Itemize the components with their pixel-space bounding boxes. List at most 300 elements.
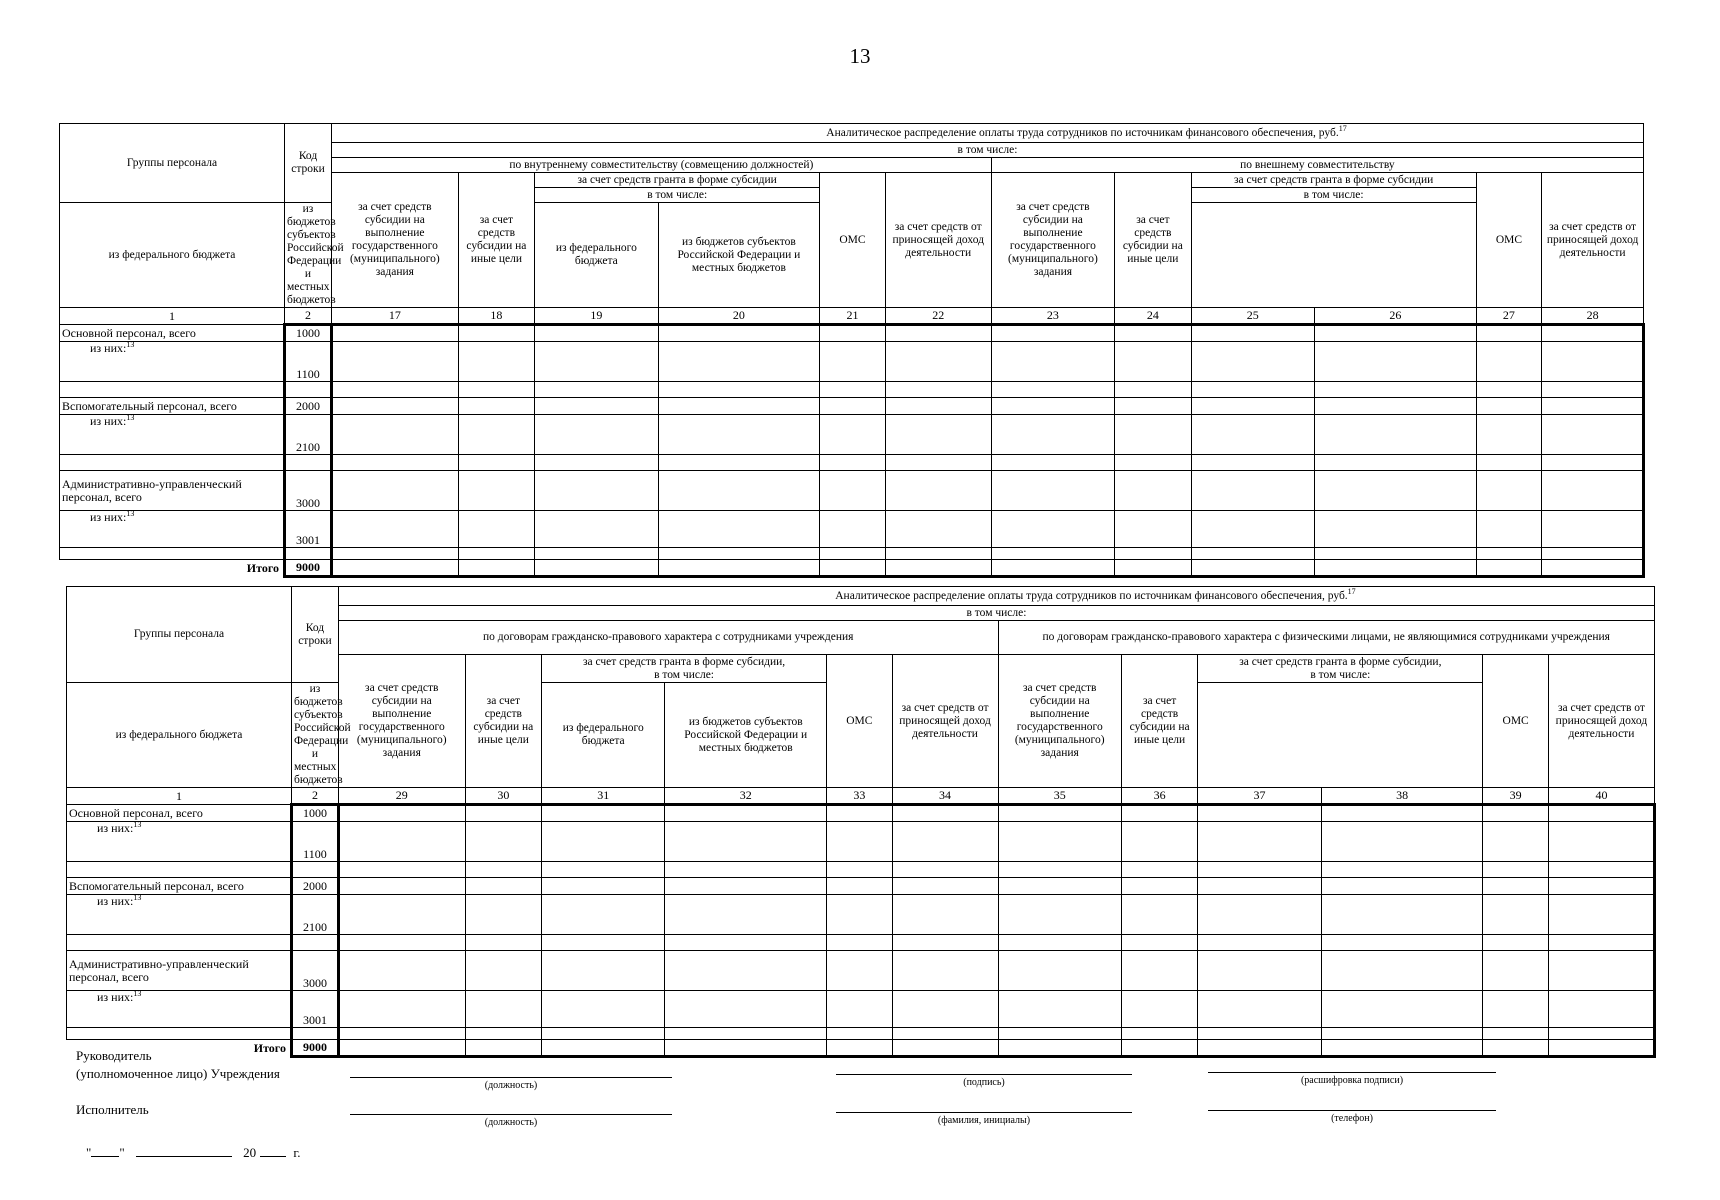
row-label-blank (60, 548, 285, 560)
value-cell[interactable] (998, 991, 1121, 1028)
value-cell[interactable] (331, 398, 458, 415)
value-cell[interactable] (820, 342, 886, 382)
date-year-blank[interactable] (260, 1156, 286, 1157)
value-cell[interactable] (338, 1028, 465, 1040)
value-cell[interactable] (1476, 325, 1542, 342)
value-cell[interactable] (658, 471, 820, 511)
value-cell[interactable] (1548, 951, 1654, 991)
value-cell[interactable] (1476, 342, 1542, 382)
value-cell[interactable] (1315, 325, 1477, 342)
value-cell[interactable] (338, 862, 465, 878)
row-code: 1000 (291, 805, 338, 822)
value-cell[interactable] (1198, 935, 1321, 951)
value-cell[interactable] (1315, 471, 1477, 511)
value-cell[interactable] (885, 398, 991, 415)
col-grant: за счет средств гранта в форме субсидии (1191, 173, 1476, 188)
value-cell[interactable] (1483, 862, 1549, 878)
value-cell[interactable] (542, 951, 665, 991)
value-cell[interactable] (658, 325, 820, 342)
value-cell[interactable] (542, 878, 665, 895)
value-cell[interactable] (1483, 805, 1549, 822)
table-row (60, 471, 1644, 511)
value-cell[interactable] (1315, 511, 1477, 548)
value-cell[interactable] (458, 415, 534, 455)
value-cell[interactable] (338, 822, 465, 862)
value-cell[interactable] (892, 805, 998, 822)
value-cell[interactable] (1115, 455, 1191, 471)
value-cell[interactable] (338, 895, 465, 935)
value-cell[interactable] (820, 398, 886, 415)
value-cell[interactable] (820, 548, 886, 560)
value-cell[interactable] (1121, 805, 1197, 822)
value-cell[interactable] (1483, 1040, 1549, 1057)
value-cell[interactable] (338, 878, 465, 895)
value-cell[interactable] (1191, 342, 1314, 382)
value-cell[interactable] (665, 991, 827, 1028)
value-cell[interactable] (1198, 951, 1321, 991)
value-cell[interactable] (1115, 398, 1191, 415)
value-cell[interactable] (892, 895, 998, 935)
value-cell[interactable] (1315, 382, 1477, 398)
value-cell[interactable] (1121, 1028, 1197, 1040)
table-row (67, 822, 1655, 862)
value-cell[interactable] (820, 382, 886, 398)
value-cell[interactable] (338, 951, 465, 991)
value-cell[interactable] (658, 415, 820, 455)
value-cell[interactable] (1121, 991, 1197, 1028)
value-cell[interactable] (892, 951, 998, 991)
value-cell[interactable] (1542, 342, 1644, 382)
value-cell[interactable] (542, 1040, 665, 1057)
value-cell[interactable] (1115, 511, 1191, 548)
head-decoding-line[interactable] (1208, 1072, 1496, 1073)
value-cell[interactable] (1321, 991, 1483, 1028)
value-cell[interactable] (885, 415, 991, 455)
table-title: Аналитическое распределение оплаты труда сотрудников по источникам финансового обеспечения, руб.$^{17}$ (331, 124, 1643, 143)
value-cell[interactable] (885, 325, 991, 342)
of-them-label: из них:$^{13}$ (67, 822, 292, 862)
value-cell[interactable] (658, 455, 820, 471)
value-cell[interactable] (1476, 398, 1542, 415)
value-cell[interactable] (991, 548, 1114, 560)
value-cell[interactable] (665, 951, 827, 991)
value-cell[interactable] (1476, 511, 1542, 548)
value-cell[interactable] (827, 951, 893, 991)
value-cell[interactable] (331, 382, 458, 398)
value-cell[interactable] (1198, 895, 1321, 935)
executor-name-line[interactable] (836, 1112, 1132, 1113)
value-cell[interactable] (465, 805, 541, 822)
value-cell[interactable] (331, 471, 458, 511)
value-cell[interactable] (1315, 342, 1477, 382)
value-cell[interactable] (331, 325, 458, 342)
value-cell[interactable] (991, 471, 1114, 511)
value-cell[interactable] (1548, 935, 1654, 951)
col-number: 1 (67, 788, 292, 805)
value-cell[interactable] (542, 1028, 665, 1040)
value-cell[interactable] (1115, 325, 1191, 342)
value-cell[interactable] (1121, 862, 1197, 878)
value-cell[interactable] (1198, 878, 1321, 895)
value-cell[interactable] (1321, 895, 1483, 935)
value-cell[interactable] (820, 415, 886, 455)
value-cell[interactable] (885, 560, 991, 577)
value-cell[interactable] (1121, 951, 1197, 991)
value-cell[interactable] (458, 511, 534, 548)
caption-position-2: (должность) (484, 1117, 538, 1128)
col-subsidy-other: за счет средств субсидии на иные цели (1121, 655, 1197, 788)
row-label-blank (60, 382, 285, 398)
value-cell[interactable] (1121, 935, 1197, 951)
value-cell[interactable] (535, 548, 658, 560)
value-cell[interactable] (1476, 560, 1542, 577)
value-cell[interactable] (458, 398, 534, 415)
value-cell[interactable] (820, 325, 886, 342)
value-cell[interactable] (535, 342, 658, 382)
table-row (67, 895, 1655, 935)
table-row (67, 805, 1655, 822)
value-cell[interactable] (542, 822, 665, 862)
value-cell[interactable] (991, 560, 1114, 577)
table-row (60, 455, 1644, 471)
value-cell[interactable] (1198, 1028, 1321, 1040)
value-cell[interactable] (542, 991, 665, 1028)
col-number: 2 (291, 788, 338, 805)
value-cell[interactable] (665, 1028, 827, 1040)
value-cell[interactable] (1315, 560, 1477, 577)
value-cell[interactable] (1542, 325, 1644, 342)
value-cell[interactable] (1321, 1028, 1483, 1040)
header-code: Код строки (285, 124, 332, 203)
col-number: 32 (665, 788, 827, 805)
value-cell[interactable] (1542, 415, 1644, 455)
value-cell[interactable] (338, 935, 465, 951)
value-cell[interactable] (1191, 325, 1314, 342)
executor-phone-line[interactable] (1208, 1110, 1496, 1111)
value-cell[interactable] (1548, 805, 1654, 822)
header-group-b: по внешнему совместительству (991, 158, 1643, 173)
date-month-blank[interactable] (136, 1156, 232, 1157)
col-subsidy-task: за счет средств субсидии на выполнение государственного (муниципального) задания (331, 173, 458, 308)
col-number: 28 (1542, 308, 1644, 325)
value-cell[interactable] (458, 342, 534, 382)
value-cell[interactable] (1321, 878, 1483, 895)
value-cell[interactable] (885, 382, 991, 398)
value-cell[interactable] (820, 560, 886, 577)
value-cell[interactable] (1191, 415, 1314, 455)
value-cell[interactable] (827, 805, 893, 822)
date-field[interactable] (86, 1145, 301, 1161)
col-number: 20 (658, 308, 820, 325)
value-cell[interactable] (458, 382, 534, 398)
value-cell[interactable] (820, 455, 886, 471)
value-cell[interactable] (827, 991, 893, 1028)
value-cell[interactable] (998, 895, 1121, 935)
value-cell[interactable] (1476, 548, 1542, 560)
value-cell[interactable] (665, 935, 827, 951)
table-row (60, 382, 1644, 398)
head-signature-line[interactable] (836, 1074, 1132, 1075)
value-cell[interactable] (1198, 991, 1321, 1028)
value-cell[interactable] (535, 471, 658, 511)
value-cell[interactable] (338, 1040, 465, 1057)
date-suffix: г. (293, 1145, 301, 1160)
date-year-prefix: 20 (243, 1145, 257, 1160)
value-cell[interactable] (1542, 548, 1644, 560)
value-cell[interactable] (542, 935, 665, 951)
value-cell[interactable] (542, 805, 665, 822)
value-cell[interactable] (1121, 822, 1197, 862)
quote-open: " (86, 1145, 92, 1160)
value-cell[interactable] (1548, 1028, 1654, 1040)
value-cell[interactable] (1542, 511, 1644, 548)
value-cell[interactable] (1321, 1040, 1483, 1057)
value-cell[interactable] (658, 342, 820, 382)
value-cell[interactable] (998, 822, 1121, 862)
value-cell[interactable] (535, 455, 658, 471)
value-cell[interactable] (892, 862, 998, 878)
value-cell[interactable] (998, 1028, 1121, 1040)
value-cell[interactable] (991, 382, 1114, 398)
value-cell[interactable] (665, 1040, 827, 1057)
value-cell[interactable] (1548, 822, 1654, 862)
table-row (67, 1028, 1655, 1040)
value-cell[interactable] (827, 1028, 893, 1040)
value-cell[interactable] (665, 862, 827, 878)
value-cell[interactable] (1191, 511, 1314, 548)
value-cell[interactable] (535, 560, 658, 577)
col-subsidy-task: за счет средств субсидии на выполнение государственного (муниципального) задания (338, 655, 465, 788)
col-number: 2 (285, 308, 332, 325)
value-cell[interactable] (338, 805, 465, 822)
col-number: 33 (827, 788, 893, 805)
value-cell[interactable] (1476, 455, 1542, 471)
value-cell[interactable] (542, 895, 665, 935)
value-cell[interactable] (1476, 382, 1542, 398)
value-cell[interactable] (892, 822, 998, 862)
value-cell[interactable] (331, 548, 458, 560)
value-cell[interactable] (458, 548, 534, 560)
value-cell[interactable] (331, 342, 458, 382)
value-cell[interactable] (658, 398, 820, 415)
value-cell[interactable] (338, 991, 465, 1028)
value-cell[interactable] (1548, 862, 1654, 878)
head-label-2: (уполномоченное лицо) Учреждения (76, 1066, 280, 1081)
value-cell[interactable] (1321, 935, 1483, 951)
value-cell[interactable] (1548, 878, 1654, 895)
value-cell[interactable] (1191, 548, 1314, 560)
value-cell[interactable] (658, 560, 820, 577)
value-cell[interactable] (827, 822, 893, 862)
value-cell[interactable] (1315, 398, 1477, 415)
value-cell[interactable] (1115, 342, 1191, 382)
value-cell[interactable] (1483, 951, 1549, 991)
value-cell[interactable] (1198, 1040, 1321, 1057)
value-cell[interactable] (1542, 471, 1644, 511)
executor-position-line[interactable] (350, 1114, 672, 1115)
value-cell[interactable] (331, 455, 458, 471)
value-cell[interactable] (1315, 548, 1477, 560)
value-cell[interactable] (820, 511, 886, 548)
value-cell[interactable] (1483, 878, 1549, 895)
value-cell[interactable] (1315, 455, 1477, 471)
value-cell[interactable] (1321, 822, 1483, 862)
value-cell[interactable] (535, 511, 658, 548)
value-cell[interactable] (1115, 415, 1191, 455)
value-cell[interactable] (1191, 398, 1314, 415)
value-cell[interactable] (331, 511, 458, 548)
value-cell[interactable] (998, 878, 1121, 895)
value-cell[interactable] (535, 325, 658, 342)
value-cell[interactable] (1483, 1028, 1549, 1040)
value-cell[interactable] (885, 455, 991, 471)
table-row (67, 878, 1655, 895)
value-cell[interactable] (1191, 455, 1314, 471)
value-cell[interactable] (991, 325, 1114, 342)
value-cell[interactable] (1198, 822, 1321, 862)
value-cell[interactable] (991, 415, 1114, 455)
value-cell[interactable] (458, 560, 534, 577)
value-cell[interactable] (1542, 382, 1644, 398)
value-cell[interactable] (465, 895, 541, 935)
row-label: Вспомогательный персонал, всего (67, 878, 292, 895)
value-cell[interactable] (885, 342, 991, 382)
value-cell[interactable] (1483, 991, 1549, 1028)
value-cell[interactable] (1548, 1040, 1654, 1057)
value-cell[interactable] (820, 471, 886, 511)
value-cell[interactable] (1115, 471, 1191, 511)
executor-label: Исполнитель (76, 1102, 149, 1117)
value-cell[interactable] (1121, 878, 1197, 895)
value-cell[interactable] (665, 822, 827, 862)
value-cell[interactable] (892, 1040, 998, 1057)
value-cell[interactable] (991, 511, 1114, 548)
row-label-blank (67, 935, 292, 951)
value-cell[interactable] (1483, 822, 1549, 862)
col-subsidy-other: за счет средств субсидии на иные цели (458, 173, 534, 308)
value-cell[interactable] (827, 1040, 893, 1057)
value-cell[interactable] (665, 895, 827, 935)
value-cell[interactable] (535, 382, 658, 398)
value-cell[interactable] (1476, 415, 1542, 455)
value-cell[interactable] (665, 805, 827, 822)
total-label: Итого (253, 1040, 286, 1055)
header-groups: Группы персонала (60, 124, 285, 203)
row-code (285, 548, 332, 560)
value-cell[interactable] (991, 455, 1114, 471)
value-cell[interactable] (465, 935, 541, 951)
analytic-table-1 (59, 123, 1645, 578)
value-cell[interactable] (458, 471, 534, 511)
value-cell[interactable] (458, 325, 534, 342)
value-cell[interactable] (892, 991, 998, 1028)
value-cell[interactable] (465, 991, 541, 1028)
value-cell[interactable] (658, 548, 820, 560)
value-cell[interactable] (885, 471, 991, 511)
header-group-b: по договорам гражданско-правового характера с физическими лицами, не являющимися сотрудниками учреждения (998, 621, 1655, 655)
caption-phone: (телефон) (1331, 1113, 1373, 1124)
value-cell[interactable] (1321, 951, 1483, 991)
value-cell[interactable] (542, 862, 665, 878)
value-cell[interactable] (1483, 935, 1549, 951)
value-cell[interactable] (827, 878, 893, 895)
value-cell[interactable] (465, 951, 541, 991)
value-cell[interactable] (331, 560, 458, 577)
col-number: 30 (465, 788, 541, 805)
value-cell[interactable] (885, 511, 991, 548)
value-cell[interactable] (827, 935, 893, 951)
value-cell[interactable] (1198, 805, 1321, 822)
col-income: за счет средств от приносящей доход деятельности (1548, 655, 1654, 788)
value-cell[interactable] (1548, 895, 1654, 935)
value-cell[interactable] (465, 822, 541, 862)
col-federal: из федерального бюджета (67, 683, 292, 788)
table1-body (60, 325, 1644, 577)
value-cell[interactable] (991, 398, 1114, 415)
value-cell[interactable] (535, 415, 658, 455)
value-cell[interactable] (827, 862, 893, 878)
value-cell[interactable] (1542, 455, 1644, 471)
value-cell[interactable] (885, 548, 991, 560)
row-code: 3000 (291, 951, 338, 991)
value-cell[interactable] (1542, 560, 1644, 577)
value-cell[interactable] (1121, 1040, 1197, 1057)
value-cell[interactable] (465, 1028, 541, 1040)
value-cell[interactable] (1121, 895, 1197, 935)
value-cell[interactable] (535, 398, 658, 415)
value-cell[interactable] (998, 935, 1121, 951)
value-cell[interactable] (658, 382, 820, 398)
value-cell[interactable] (998, 862, 1121, 878)
value-cell[interactable] (1548, 991, 1654, 1028)
head-position-line[interactable] (350, 1077, 672, 1078)
value-cell[interactable] (827, 895, 893, 935)
value-cell[interactable] (1115, 382, 1191, 398)
value-cell[interactable] (1191, 382, 1314, 398)
value-cell[interactable] (991, 342, 1114, 382)
value-cell[interactable] (1191, 560, 1314, 577)
value-cell[interactable] (1483, 895, 1549, 935)
value-cell[interactable] (1321, 805, 1483, 822)
value-cell[interactable] (998, 951, 1121, 991)
col-number: 37 (1198, 788, 1321, 805)
value-cell[interactable] (892, 1028, 998, 1040)
value-cell[interactable] (658, 511, 820, 548)
value-cell[interactable] (998, 1040, 1121, 1057)
value-cell[interactable] (1542, 398, 1644, 415)
value-cell[interactable] (1191, 471, 1314, 511)
row-code (291, 862, 338, 878)
value-cell[interactable] (892, 935, 998, 951)
value-cell[interactable] (1115, 548, 1191, 560)
value-cell[interactable] (1198, 862, 1321, 878)
value-cell[interactable] (1115, 560, 1191, 577)
value-cell[interactable] (458, 455, 534, 471)
date-day-blank[interactable] (91, 1156, 119, 1157)
col-number: 29 (338, 788, 465, 805)
value-cell[interactable] (1315, 415, 1477, 455)
value-cell[interactable] (465, 878, 541, 895)
value-cell[interactable] (1321, 862, 1483, 878)
value-cell[interactable] (465, 1040, 541, 1057)
value-cell[interactable] (1476, 471, 1542, 511)
col-federal: из федерального бюджета (60, 203, 285, 308)
value-cell[interactable] (998, 805, 1121, 822)
value-cell[interactable] (665, 878, 827, 895)
value-cell[interactable] (892, 878, 998, 895)
value-cell[interactable] (465, 862, 541, 878)
value-cell[interactable] (331, 415, 458, 455)
